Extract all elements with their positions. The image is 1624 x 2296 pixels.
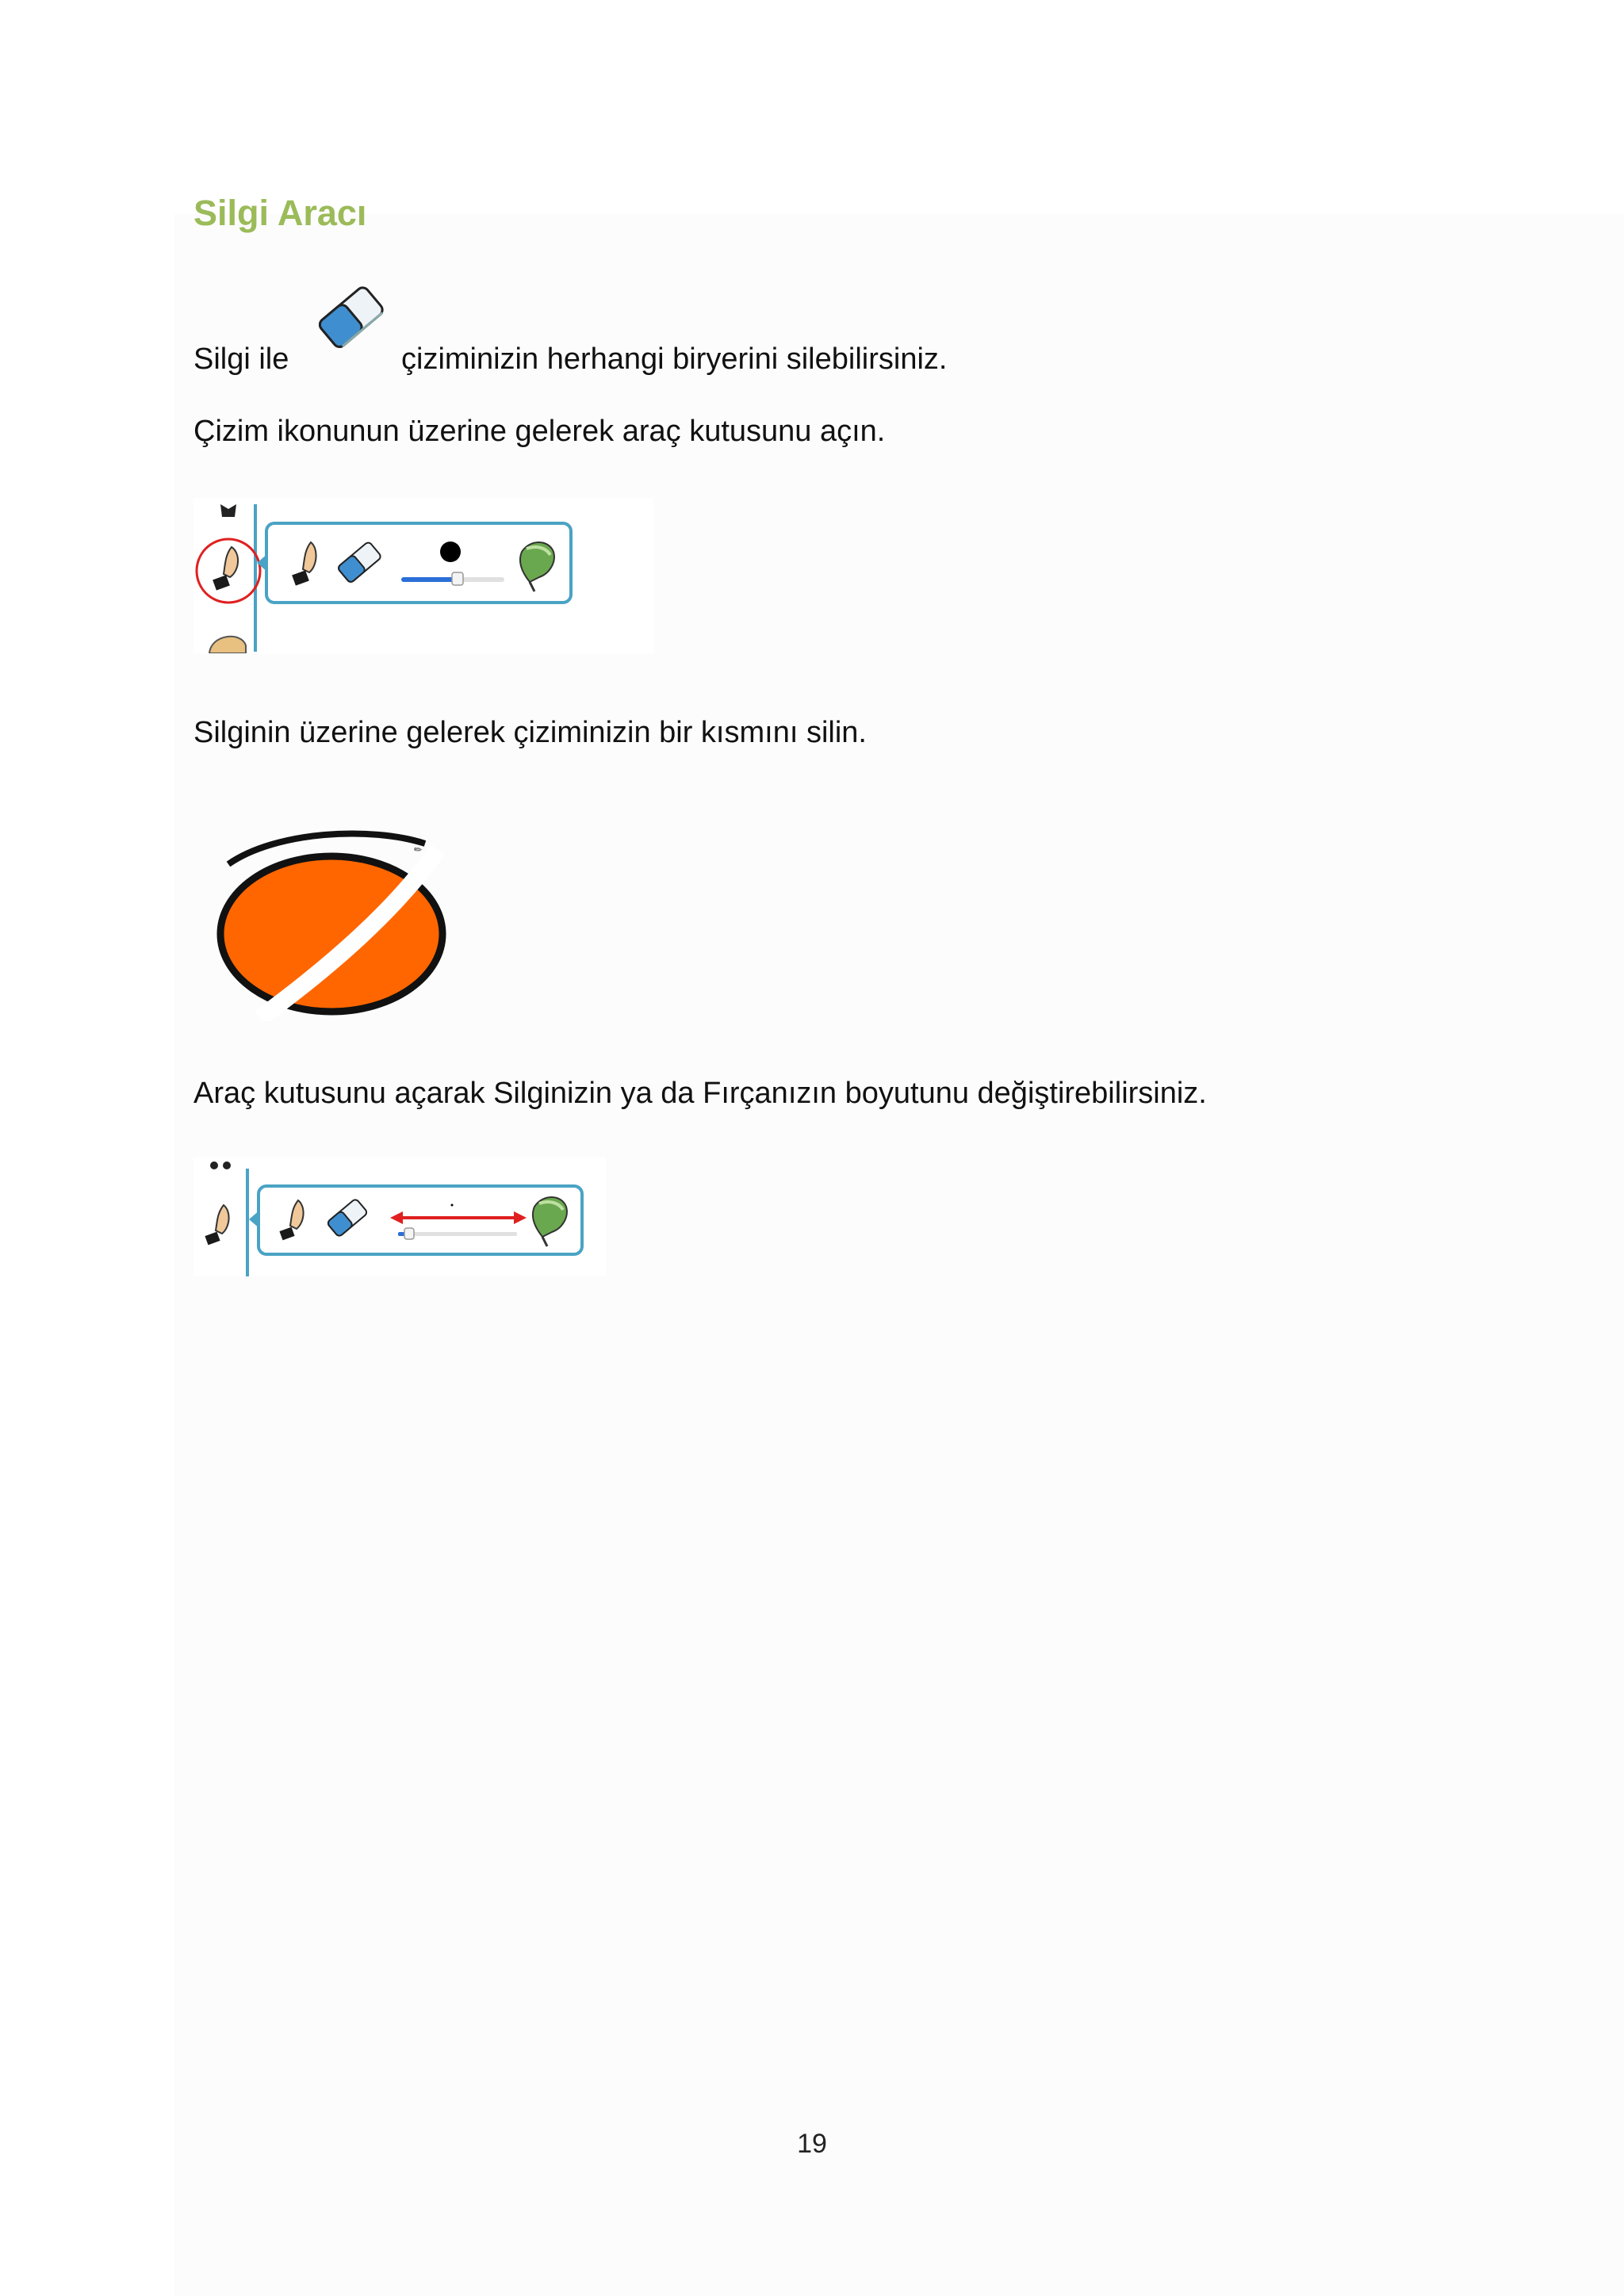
toolbar-screenshot-resize — [193, 1158, 606, 1276]
instruction-change-size: Araç kutusunu açarak Silginizin ya da Fırçanızın boyutunu değiştirebilirsiniz. — [193, 1077, 1207, 1110]
page-number: 19 — [797, 2129, 827, 2159]
toolbar-screenshot-open — [193, 498, 653, 653]
svg-text:✎: ✎ — [411, 843, 425, 857]
line1-after-text: çiziminizin herhangi biryerini silebilirsiniz. — [401, 342, 948, 376]
brush-size-dot-icon — [451, 1204, 454, 1207]
sidebar-divider — [254, 504, 257, 652]
sidebar-divider — [246, 1169, 249, 1276]
brush-size-dot-icon — [440, 541, 461, 562]
line1-before-text: Silgi ile — [193, 342, 289, 376]
instruction-open-toolbox: Çizim ikonunun üzerine gelerek araç kutusunu açın. — [193, 415, 886, 448]
section-heading: Silgi Aracı — [193, 193, 367, 233]
erased-drawing-image — [213, 823, 466, 1021]
instruction-erase-part: Silginin üzerine gelerek çiziminizin bir kısmını silin. — [193, 716, 867, 749]
eraser-icon — [312, 276, 395, 365]
